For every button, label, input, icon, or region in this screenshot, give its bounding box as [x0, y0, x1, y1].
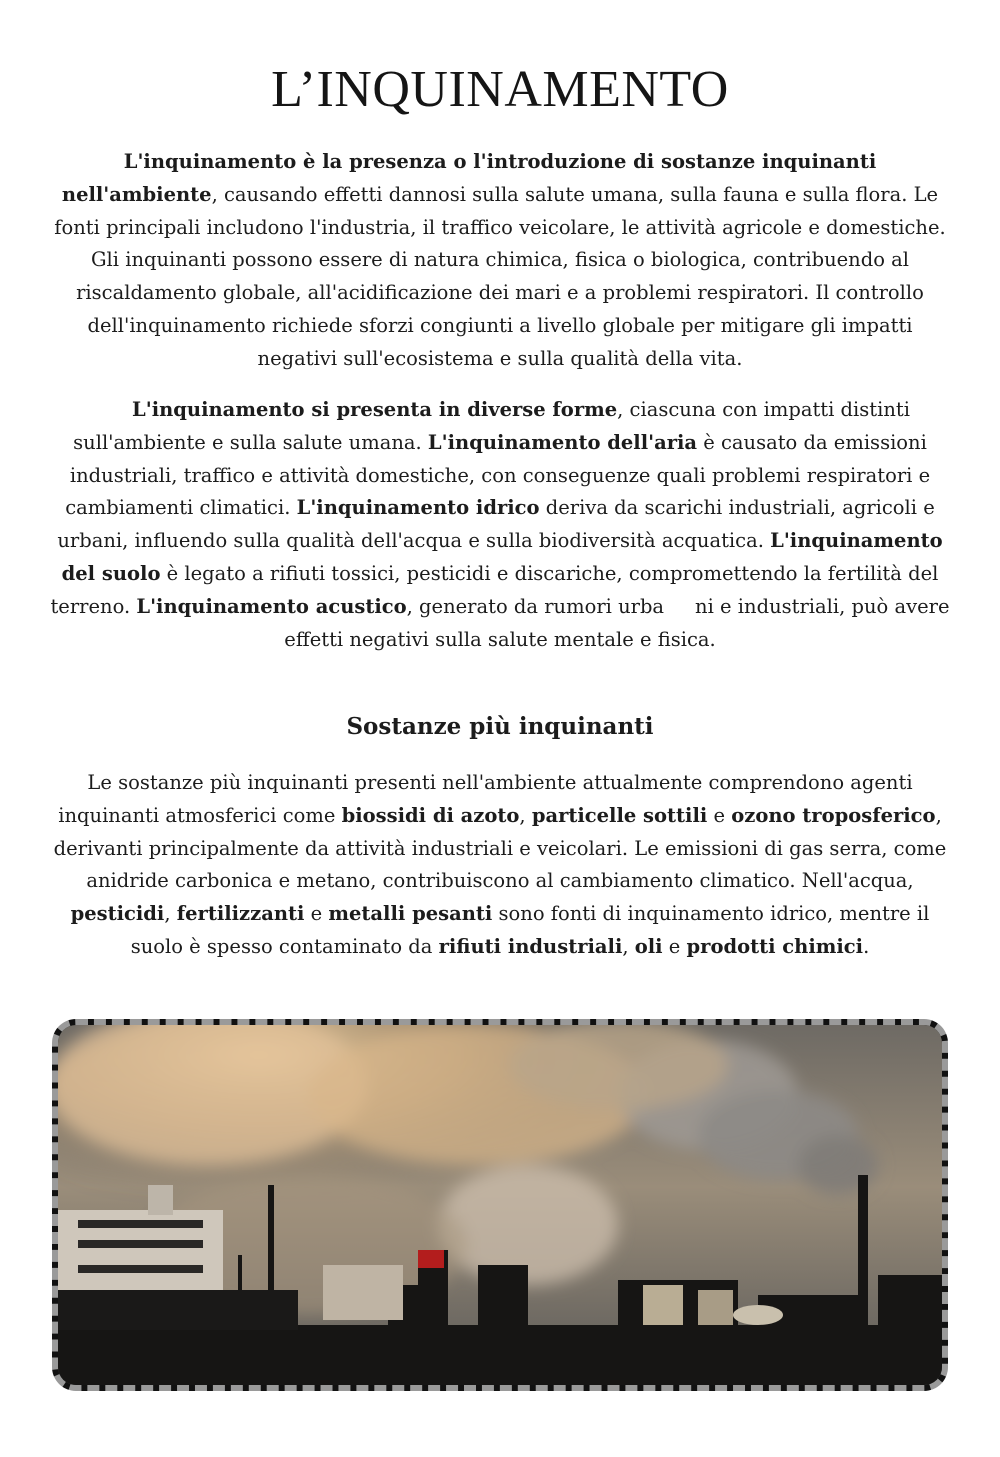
intro-bold-lead: L'inquinamento è la presenza o l'introduzione di sostanze inquinanti nell'ambiente [61, 150, 877, 206]
heavy-metals-term: metalli pesanti [328, 902, 493, 926]
fine-particles-term: particelle sottili [531, 803, 708, 827]
forms-text-2: è causato da emissioni industriali, traffico e attività domestiche, con conseguenze quali problemi respiratori e cambiamenti climatici. [65, 430, 931, 520]
chemicals-term: prodotti chimici [686, 934, 864, 958]
forms-text-4: è legato a rifiuti tossici, pesticidi e discariche, compromettendo la fertilità del terreno. [50, 561, 939, 618]
subs-text-8: , [622, 934, 635, 958]
forms-bold-1: L'inquinamento si presenta in diverse forme [132, 398, 618, 421]
soil-pollution-term: L'inquinamento del suolo [61, 529, 943, 585]
subs-text-6: e [304, 902, 329, 926]
subs-text-1: Le sostanze più inquinanti presenti nell'ambiente attualmente comprendono agenti inquinanti atmosferici come [58, 771, 913, 827]
noise-pollution-term: L'inquinamento acustico [136, 594, 407, 618]
industrial-smoke-illustration [58, 1025, 942, 1385]
substances-paragraph [50, 767, 950, 964]
subs-text-9: e [662, 934, 687, 958]
factory-pollution-photo [52, 1019, 948, 1391]
subs-text-10: . [863, 934, 870, 958]
subs-text-5: , [164, 902, 177, 926]
nitrogen-dioxide-term: biossidi di azoto [341, 803, 520, 827]
water-pollution-term: L'inquinamento idrico [296, 496, 540, 520]
subs-text-7: sono fonti di inquinamento idrico, mentre il suolo è spesso contaminato da [130, 902, 930, 958]
section-heading: Sostanze più inquinanti [346, 713, 654, 740]
forms-text-3: deriva da scarichi industriali, agricoli e urbani, influendo sulla qualità dell'acqua e sulla biodiversità acquatica. [57, 496, 935, 553]
forms-paragraph [50, 394, 956, 656]
intro-paragraph [50, 146, 950, 376]
fertilizers-term: fertilizzanti [176, 902, 305, 926]
subs-text-4: , derivanti principalmente da attività industriali e veicolari. Le emissioni di gas serra, come anidride carbonica e metano, contribuiscono al cambiamento climatico. Nell'acqua, [53, 803, 947, 893]
forms-text-5: , generato da rumori urba ni e industriali, può avere effetti negativi sulla salute mentale e fisica. [284, 594, 956, 651]
air-pollution-term: L'inquinamento dell'aria [427, 430, 698, 454]
forms-text-1: , ciascuna con impatti distinti sull'ambiente e sulla salute umana. [73, 398, 910, 454]
subs-text-2: , [519, 803, 532, 827]
intro-text: , causando effetti dannosi sulla salute umana, sulla fauna e sulla flora. Le fonti principali includono l'industria, il traffico veicolare, le attività agricole e domestiche. Gli inquinanti possono essere di natura chimica, fisica o biologica, contribuendo al riscaldamento globale, all'acidificazione dei mari e a problemi respiratori. Il controllo dell'inquinamento richiede sforzi congiunti a livello globale per mitigare gli impatti negativi sull'ecosistema e sulla qualità della vita. [54, 182, 946, 370]
industrial-waste-term: rifiuti industriali [438, 934, 623, 958]
pesticides-term: pesticidi [70, 902, 165, 926]
subs-text-3: e [707, 803, 732, 827]
oils-term: oli [634, 934, 663, 958]
ozone-term: ozono troposferico [731, 803, 936, 827]
page-title: L’INQUINAMENTO [271, 61, 729, 118]
